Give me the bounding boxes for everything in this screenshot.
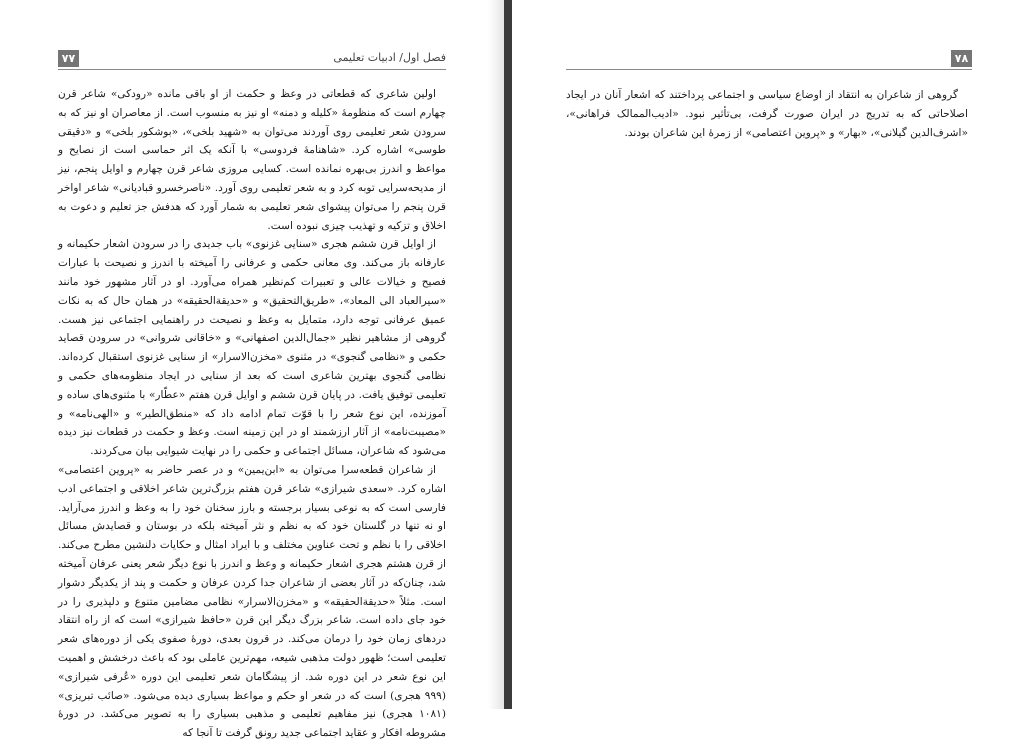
left-page-body [58, 85, 446, 743]
paragraph: از شاعران قطعه‌سرا می‌توان به «ابن‌یمین» و در عصر حاضر به «پروین اعتصامی» اشاره کرد. «سعدی شیرازی» شاعر قرن هفتم بزرگ‌ترین شاعر اخلاقی و اجتماعی ادب فارسی است که به نوعی بسیار برجسته و بارز سخنان خود را به وعظ و اندرز می‌آراید. او نه تنها در گلستان خود که به نظم و نثر آمیخته بلکه در بوستان و قصایدش مسائل اخلاقی را با نظم و تحت عناوین مختلف و با ایراد امثال و حکایات دلنشین مطرح می‌کند. از قرن هشتم هجری اشعار حکیمانه و وعظ و اندرز با نوع دیگر شعر یعنی عرفان آمیخته شد، چنان‌که در آثار بعضی از شاعران جدا کردن عرفان و حکمت و پند از یکدیگر دشوار است. مثلاً «حدیقةالحقیقه» و «مخزن‌الاسرار» نظامی مضامین متنوع و دلپذیری را در خود جای داده است. شاعر بزرگ دیگر این قرن «حافظ شیرازی» است که از راه انتقاد دردهای زمان خود را درمان می‌کند. در قرون بعدی، دورهٔ صفوی یکی از دوره‌های شعر تعلیمی است؛ ظهور دولت مذهبی شیعه، مهم‌ترین عاملی بود که باعث درخشش و اهمیت این نوع شعر در این دوره شد. از پیشگامان شعر تعلیمی این دوره «عُرفی شیرازی» (۹۹۹ هجری) است که در شعر او حکم و مواعظ بسیاری دیده می‌شود. «صائب تبریزی» (۱۰۸۱ هجری) نیز مفاهیم تعلیمی و مذهبی بسیاری را به تصویر می‌کشد. در دورهٔ مشروطه افکار و عقاید اجتماعی جدید رونق گرفت تا آنجا که [58, 463, 446, 740]
paragraph: گروهی از شاعران به انتقاد از اوضاع سیاسی و اجتماعی پرداختند که اشعار آنان در ایجاد اصلاحاتی که به تدریج در ایران صورت گرفت، بی‌تأثیر نبود. «ادیب‌الممالک فراهانی»، «اشرف‌الدین گیلانی»، «بهار» و «پروین اعتصامی» از زمرهٔ این شاعران بودند. [566, 89, 968, 139]
book-spine-gutter [504, 0, 512, 709]
page-number-right: ۷۸ [951, 50, 972, 67]
running-title: فصل اول/ ادبیات تعلیمی [333, 51, 446, 64]
right-page [512, 0, 1024, 709]
header-rule [58, 69, 446, 70]
right-page-body [566, 86, 968, 143]
paragraph: از اوایل قرن ششم هجری «سنایی غزنوی» باب جدیدی را در سرودن اشعار حکیمانه و عارفانه باز می‌کند. وی معانی حکمی و عرفانی را آمیخته با اندرز و نصیحت با عبارات فصیح و خیالات عالی و تعبیرات کم‌نظیر همراه می‌آورد. او در آثار مشهور خود مانند «سیرالعباد الی المعاد»، «طریق‌التحقیق» و «حدیقةالحقیقه» در همان حال که به نکات عمیق عرفانی توجه دارد، متمایل به وعظ و نصیحت در راهنمایی اجتماعی نیز هست. گروهی از مشاهیر نظیر «جمال‌الدین اصفهانی» و «خاقانی شروانی» در سرودن قصاید حکمی و «نظامی گنجوی» در مثنوی «مخزن‌الاسرار» از سنایی غزنوی استقبال کرده‌اند. نظامی گنجوی بهترین شاعری است که بعد از سنایی در ایجاد منظومه‌های حکمی و تعلیمی توفیق یافت. در پایان قرن ششم و اوایل قرن هفتم «عطّار» با مثنوی‌های ساده و آموزنده، این نوع شعر را با قوّت تمام ادامه داد که «منطق‌الطیر» و «الهی‌نامه» و «مصیبت‌نامه» از آثار ارزشمند او در این زمینه است. وعظ و حکمت در قطعات نیز دیده می‌شود که شاعران، مسائل اجتماعی و حکمی را در نهایت شیوایی بیان می‌کردند. [58, 238, 446, 458]
gutter-shadow [488, 0, 504, 709]
right-page-header [566, 50, 972, 68]
left-page [0, 0, 504, 740]
left-page-header [58, 50, 446, 68]
paragraph: اولین شاعری که قطعاتی در وعظ و حکمت از او باقی مانده «رودکی» شاعر قرن چهارم است که منظومهٔ «کلیله و دمنه» او نیز به منسوب است. از معاصران او نیز که به سرودن شعر تعلیمی روی آوردند می‌توان به «شهید بلخی»، «بوشکور بلخی» و «دقیقی طوسی» اشاره کرد. «شاهنامهٔ فردوسی» با آنکه یک اثر حماسی است از نصایح و مواعظ و اندرز بی‌بهره نمانده است. کسایی مروزی شاعر قرن چهارم و اوایل پنجم، نیز از مدیحه‌سرایی توبه کرد و به شعر تعلیمی روی آورد. «ناصرخسرو قبادیانی» شاعر اواخر قرن پنجم را می‌توان پیشوای شعر تعلیمی به شمار آورد که هدفش جز تعلیم و دعوت به اخلاق و تزکیه و تهذیب چیزی نبوده است. [58, 88, 446, 232]
header-rule [566, 69, 972, 70]
page-number-left: ۷۷ [58, 50, 79, 67]
